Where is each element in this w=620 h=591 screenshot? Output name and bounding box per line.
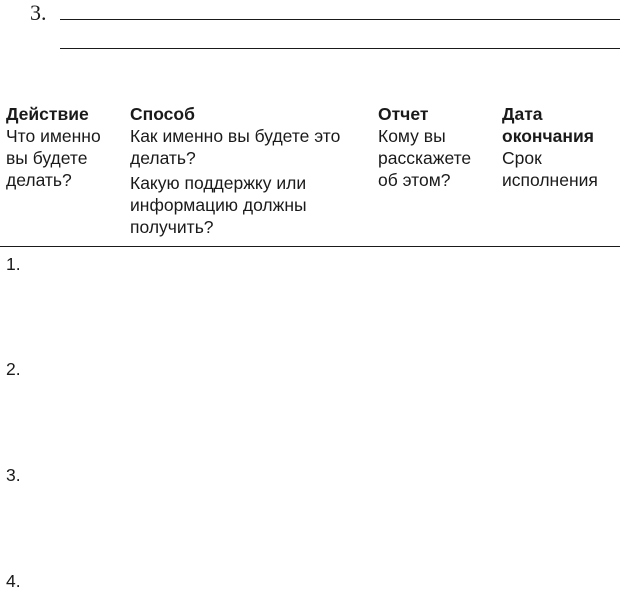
column-description: Срок исполнения	[502, 148, 598, 190]
item-number: 3.	[30, 0, 47, 25]
row-number: 4.	[6, 571, 21, 591]
column-deadline	[502, 103, 620, 191]
answer-line	[60, 19, 620, 20]
column-report	[378, 103, 498, 191]
answer-line	[60, 48, 620, 49]
column-header: Способ	[130, 104, 195, 124]
column-method	[130, 103, 375, 238]
column-header: Отчет	[378, 104, 429, 124]
column-header: Действие	[6, 104, 89, 124]
table-divider	[0, 246, 620, 247]
row-number: 3.	[6, 465, 21, 485]
column-description: Как именно вы будете это делать?	[130, 126, 341, 168]
column-action	[6, 103, 126, 191]
column-description: Кому вы расскажете об этом?	[378, 126, 472, 190]
column-description: Что именно вы будете делать?	[6, 126, 101, 190]
row-number: 1.	[6, 254, 21, 274]
column-description-extra: Какую поддержку или информацию должны получить?	[130, 173, 307, 237]
column-header: Дата окончания	[502, 104, 594, 146]
row-number: 2.	[6, 359, 21, 379]
